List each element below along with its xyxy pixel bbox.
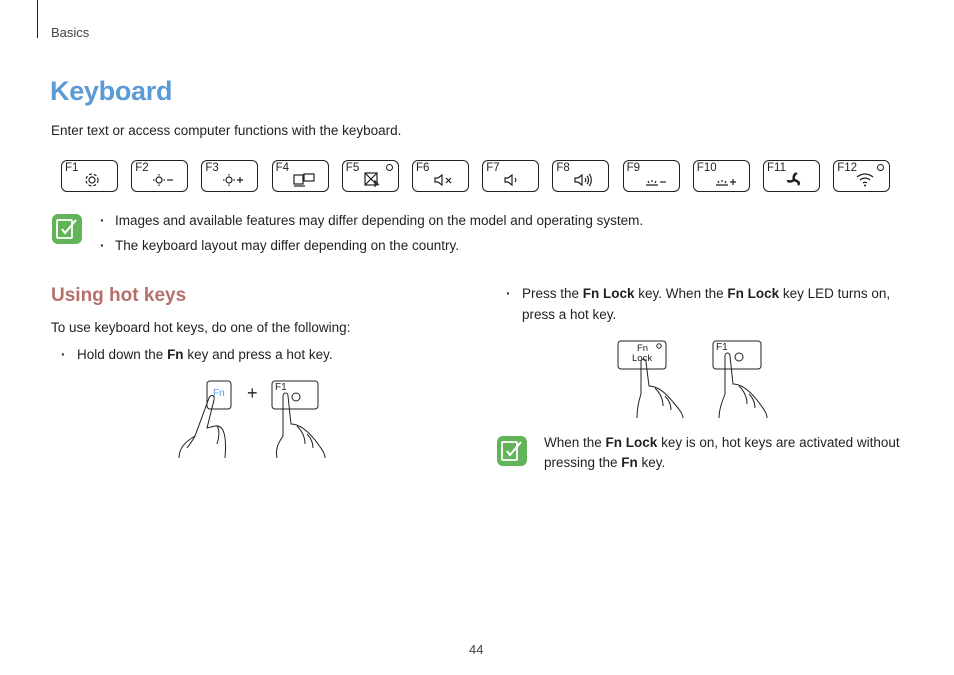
key-label: F12	[837, 162, 858, 174]
text: Press the	[522, 286, 583, 301]
hotkeys-intro: To use keyboard hot keys, do one of the following:	[51, 320, 351, 335]
function-key-f8	[552, 160, 609, 192]
f1-key-label: F1	[275, 382, 287, 393]
header-rule	[37, 0, 38, 38]
function-key-f1	[61, 160, 118, 192]
bullet: ·	[506, 286, 511, 301]
note-list	[100, 212, 643, 262]
text: Hold down the	[77, 347, 168, 362]
key-name: Fn Lock	[727, 286, 780, 301]
function-key-f12	[833, 160, 890, 192]
page-number: 44	[469, 642, 484, 657]
key-name: Fn	[621, 455, 638, 470]
fn-plus-f1-figure	[175, 378, 335, 460]
option-fn-lock	[506, 283, 906, 325]
key-label: F8	[556, 162, 570, 174]
tip-icon	[497, 436, 527, 466]
led-indicator	[386, 164, 393, 171]
key-label: F6	[416, 162, 430, 174]
key-label: F1	[65, 162, 79, 174]
key-label: F2	[135, 162, 149, 174]
function-key-f9	[623, 160, 680, 192]
note-item: · The keyboard layout may differ depending on the country.	[100, 237, 643, 262]
bullet: ·	[61, 347, 66, 362]
key-label: F5	[345, 162, 360, 174]
tip-text	[544, 433, 924, 473]
page-title: Keyboard	[50, 76, 173, 106]
key-label: F7	[486, 162, 500, 174]
note-icon	[52, 214, 82, 244]
option-hold-fn	[61, 344, 333, 365]
fn-lock-f1-figure	[615, 338, 780, 420]
function-key-f5	[342, 160, 399, 192]
function-key-f7	[482, 160, 539, 192]
note-item: · Images and available features may differ depending on the model and operating system.	[100, 212, 643, 237]
plus-sign: +	[247, 383, 258, 403]
function-key-f6	[412, 160, 469, 192]
lock-key-label: Lock	[632, 353, 653, 364]
key-name: Fn Lock	[605, 435, 658, 450]
key-name: Fn Lock	[582, 286, 635, 301]
f1-key-label: F1	[716, 342, 728, 353]
fn-key-label: Fn	[637, 343, 649, 354]
text: When the	[544, 435, 606, 450]
function-key-f2	[131, 160, 188, 192]
key-label: F3	[205, 162, 219, 174]
text: key LED turns on,	[779, 286, 891, 301]
section-label: Basics	[51, 25, 90, 40]
text: key and press a hot key.	[183, 347, 333, 362]
text: press a hot key.	[522, 307, 617, 322]
text: key is on, hot keys are activated without	[657, 435, 900, 450]
fn-key-label: Fn	[213, 388, 225, 399]
text: pressing the	[544, 455, 622, 470]
function-key-f3	[201, 160, 258, 192]
key-label: F4	[275, 162, 290, 174]
text: key.	[637, 455, 666, 470]
key-label: F9	[626, 162, 641, 174]
text: key. When the	[634, 286, 728, 301]
section-heading: Using hot keys	[51, 285, 187, 306]
function-key-f4	[272, 160, 329, 192]
function-key-f11	[763, 160, 820, 192]
function-key-row	[61, 160, 895, 194]
key-label: F10	[696, 162, 717, 174]
intro-text: Enter text or access computer functions with the keyboard.	[51, 123, 402, 138]
function-key-f10	[693, 160, 750, 192]
key-name: Fn	[167, 347, 184, 362]
led-indicator	[877, 164, 884, 171]
key-label: F11	[767, 162, 786, 174]
